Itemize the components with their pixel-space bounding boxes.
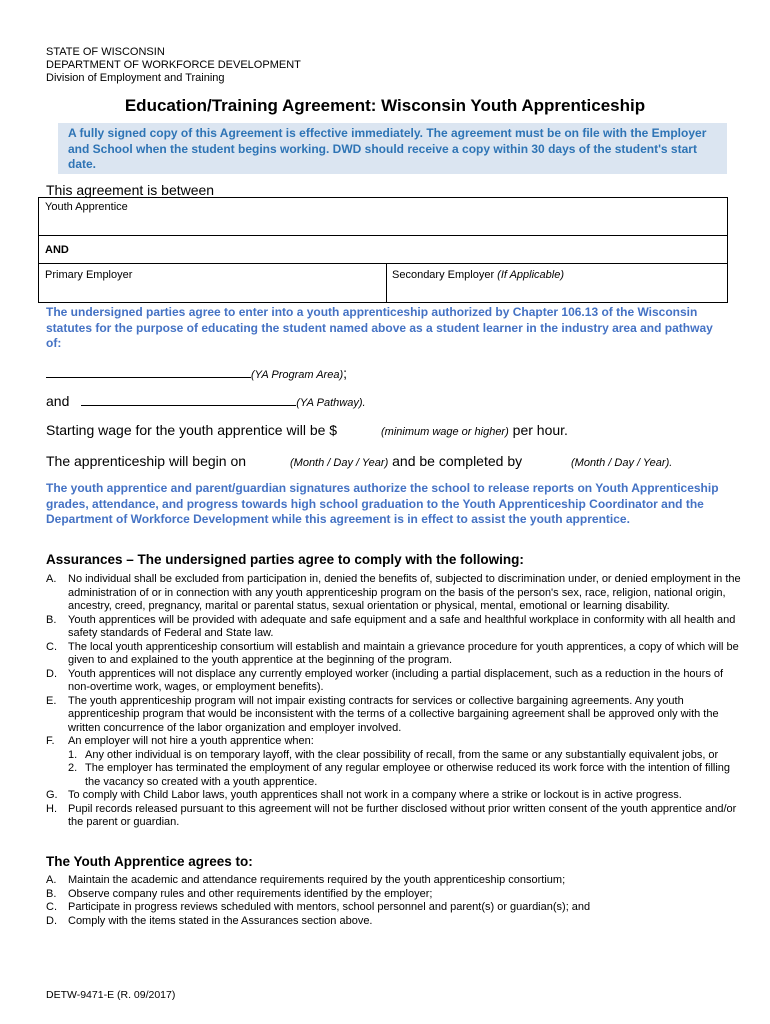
begin-text: The apprenticeship will begin on xyxy=(46,453,247,469)
between-label: This agreement is between xyxy=(46,182,215,198)
youth-agree-item-marker: B. xyxy=(46,887,57,900)
header-state: STATE OF WISCONSIN xyxy=(46,46,165,58)
form-number: DETW-9471-E (R. 09/2017) xyxy=(46,989,176,1001)
youth-apprentice-field[interactable] xyxy=(39,198,727,236)
youth-agree-item xyxy=(46,901,746,915)
parties-table xyxy=(38,197,728,303)
youth-agree-item-marker: A. xyxy=(46,874,57,886)
pathway-label: (YA Pathway) xyxy=(296,397,363,409)
secondary-employer-label: Secondary Employer (If Applicable) xyxy=(392,269,565,281)
assurance-item xyxy=(46,668,746,695)
primary-employer-label: Primary Employer xyxy=(45,269,133,281)
end-date-field[interactable] xyxy=(571,453,672,469)
and-word: and xyxy=(46,393,70,409)
assurances-heading: Assurances – The undersigned parties agree to comply with the following: xyxy=(46,552,524,567)
assurance-subitem-marker: 1. xyxy=(68,748,78,761)
assurance-item-marker: C. xyxy=(46,640,57,653)
assurance-item xyxy=(46,803,746,830)
assurance-item xyxy=(46,614,746,641)
wage-end: per hour. xyxy=(508,422,568,438)
program-area-row xyxy=(46,365,347,381)
and-row xyxy=(39,236,727,264)
youth-agrees-list xyxy=(46,874,746,928)
assurance-subitem-text: The employer has terminated the employment of any regular employee or otherwise reduced its work force with the intention of filling the vacancy so created with a youth apprentice. xyxy=(85,762,731,788)
agency-header xyxy=(46,46,301,85)
wage-text: Starting wage for the youth apprentice will be $ xyxy=(46,422,338,438)
assurances-list xyxy=(46,573,746,830)
assurance-item-marker: G. xyxy=(46,789,58,801)
assurance-item-marker: A. xyxy=(46,573,57,585)
and-label: AND xyxy=(45,244,69,256)
assurance-item xyxy=(46,695,746,736)
assurance-item-marker: H. xyxy=(46,802,57,815)
program-area-label: (YA Program Area) xyxy=(251,369,344,381)
assurance-item-marker: B. xyxy=(46,613,57,626)
assurance-item-marker: D. xyxy=(46,667,57,680)
begin-date-field[interactable] xyxy=(290,453,522,469)
assurance-item-text: No individual shall be excluded from participation in, denied the benefits of, subjected to discrimination under, or denied employment in the administration of or in connection with any youth apprenticeship program on the basis of the person's sex, race, religion, national origin, ancestry, creed, pregnancy, marital or parental status, sexual orientation or physical, mental, emotional or learning disability. xyxy=(68,573,741,612)
primary-employer-field[interactable] xyxy=(39,264,387,302)
assurance-subitem-text: Any other individual is on temporary layoff, with the clear possibility of recall, from the same or any substantially equivalent jobs, or xyxy=(85,748,719,761)
undersigned-paragraph: The undersigned parties agree to enter into a youth apprenticeship authorized by Chapter 106.13 of the Wisconsin statutes for the purpose of educating the student named above as a student learner in the industry area and pathway of: xyxy=(46,305,713,350)
header-department: DEPARTMENT OF WORKFORCE DEVELOPMENT xyxy=(46,59,301,71)
youth-agree-item xyxy=(46,915,746,929)
assurance-item-marker: F. xyxy=(46,735,55,747)
youth-agree-item-marker: C. xyxy=(46,901,57,913)
notice-box: A fully signed copy of this Agreement is effective immediately. The agreement must be on file with the Employer and School when the student begins working. DWD should receive a copy within 30 days of the student's start date. xyxy=(58,123,727,174)
assurance-subitem xyxy=(46,762,746,789)
youth-agree-item-text: Maintain the academic and attendance requirements required by the youth apprenticeship consortium; xyxy=(68,874,566,886)
youth-agrees-heading: The Youth Apprentice agrees to: xyxy=(46,854,253,869)
assurance-item-text: An employer will not hire a youth apprentice when: xyxy=(68,735,314,747)
assurance-item-text: To comply with Child Labor laws, youth apprentices shall not work in a company where a strike or lockout is in active progress. xyxy=(68,789,682,801)
assurance-item xyxy=(46,641,746,668)
assurance-item-marker: E. xyxy=(46,694,57,707)
assurance-item-text: Youth apprentices will be provided with adequate and safe equipment and a safe and healthful workplace in conformity with all health and safety standards of Federal and State law. xyxy=(68,613,736,639)
wage-input[interactable] xyxy=(345,422,380,438)
assurance-subitem xyxy=(46,749,746,763)
completed-text: and be completed by xyxy=(388,453,523,469)
end-date-note: (Month / Day / Year). xyxy=(571,457,673,469)
signature-paragraph: The youth apprentice and parent/guardian signatures authorize the school to release reports on Youth Apprenticeship grades, attendance, and progress towards high school graduation to the Youth Apprenticeship Coordinator and the Department of Workforce Development while this agreement is in effect to assist the youth apprentice. xyxy=(46,481,719,526)
secondary-employer-note: (If Applicable) xyxy=(497,269,565,281)
header-division: Division of Employment and Training xyxy=(46,72,225,84)
youth-agree-item xyxy=(46,888,746,902)
assurance-item xyxy=(46,735,746,749)
youth-agree-item xyxy=(46,874,746,888)
youth-agree-item-text: Participate in progress reviews scheduled with mentors, school personnel and parent(s) or guardian(s); and xyxy=(68,901,591,913)
begin-date-note: (Month / Day / Year) xyxy=(290,457,389,469)
assurance-item-text: Youth apprentices will not displace any currently employed worker (including a partial displacement, such as a reduction in the hours of non-overtime work, wages, or employment benefits). xyxy=(68,667,724,693)
program-area-semicolon: ; xyxy=(343,365,347,381)
program-area-blank[interactable] xyxy=(46,366,251,378)
wage-suffix xyxy=(381,422,568,438)
youth-agree-item-text: Comply with the items stated in the Assurances section above. xyxy=(68,914,373,927)
assurance-subitem-marker: 2. xyxy=(68,762,78,774)
assurance-item-text: The local youth apprenticeship consortium will establish and maintain a grievance procedure for youth apprentices, a copy of which will be given to and explained to the youth apprentice at the beginning of the program. xyxy=(68,640,739,666)
wage-note: (minimum wage or higher) xyxy=(381,426,509,438)
youth-agree-item-marker: D. xyxy=(46,914,57,927)
youth-apprentice-label: Youth Apprentice xyxy=(45,201,128,213)
youth-agree-item-text: Observe company rules and other requirements identified by the employer; xyxy=(68,887,433,900)
pathway-blank[interactable] xyxy=(81,394,296,406)
assurance-item xyxy=(46,573,746,614)
assurance-item-text: The youth apprenticeship program will not impair existing contracts for services or collective bargaining agreements. Any youth apprenticeship program that would be inconsistent with the terms of a collective bargaining agreement shall be approved only with the written concurrence of the labor organization and employer involved. xyxy=(68,694,719,734)
pathway-row xyxy=(46,393,366,409)
secondary-employer-field[interactable] xyxy=(387,264,727,302)
assurance-item-text: Pupil records released pursuant to this agreement will not be further disclosed without prior written consent of the youth apprentice and/or the parent or guardian. xyxy=(68,802,737,828)
pathway-period: . xyxy=(362,397,366,409)
page-title: Education/Training Agreement: Wisconsin Youth Apprenticeship xyxy=(124,96,646,115)
assurance-item xyxy=(46,789,746,803)
